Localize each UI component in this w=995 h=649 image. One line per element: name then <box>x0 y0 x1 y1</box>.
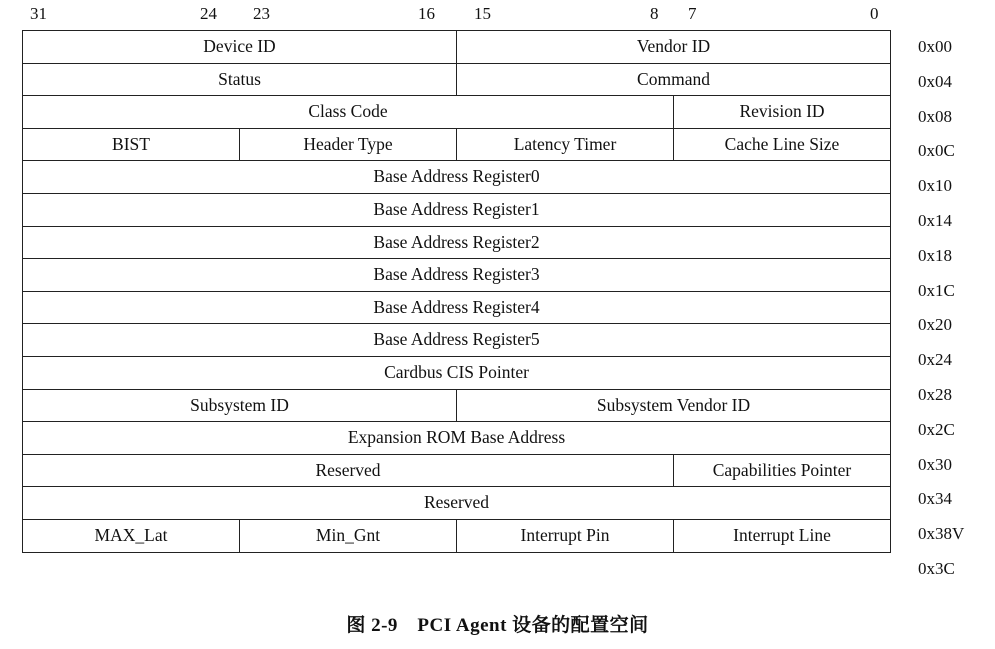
register-field: Base Address Register3 <box>23 259 891 292</box>
register-offset: 0x2C <box>918 419 955 439</box>
register-row <box>23 31 891 64</box>
register-field: Cardbus CIS Pointer <box>23 356 891 389</box>
register-field: Subsystem ID <box>23 389 457 422</box>
register-row <box>23 193 891 226</box>
register-field: Status <box>23 63 457 96</box>
register-field: Base Address Register2 <box>23 226 891 259</box>
register-offset: 0x0C <box>918 141 955 161</box>
register-field: Base Address Register0 <box>23 161 891 194</box>
register-field: Capabilities Pointer <box>674 454 891 487</box>
register-row <box>23 291 891 324</box>
register-offset: 0x14 <box>918 210 952 230</box>
register-row <box>23 356 891 389</box>
register-offset: 0x34 <box>918 489 952 509</box>
register-offset: 0x00 <box>918 37 952 56</box>
register-offset: 0x08 <box>918 106 952 126</box>
bit-label-15: 15 <box>474 4 491 23</box>
figure-caption: 图 2-9 PCI Agent 设备的配置空间 <box>346 615 649 636</box>
config-space-table <box>22 30 891 553</box>
register-field: Reserved <box>23 487 891 520</box>
register-row <box>23 161 891 194</box>
register-field: Cache Line Size <box>674 128 891 161</box>
bit-label-7: 7 <box>688 4 697 23</box>
register-row <box>23 422 891 455</box>
register-field: Reserved <box>23 454 674 487</box>
register-field: Class Code <box>23 96 674 129</box>
register-field: Command <box>457 63 891 96</box>
register-row <box>23 259 891 292</box>
register-field: Latency Timer <box>457 128 674 161</box>
register-field: Interrupt Pin <box>457 519 674 552</box>
register-field: Subsystem Vendor ID <box>457 389 891 422</box>
bit-label-24: 24 <box>200 4 217 23</box>
register-row <box>23 389 891 422</box>
register-field: Vendor ID <box>457 31 891 64</box>
register-field: Min_Gnt <box>240 519 457 552</box>
register-offset: 0x1C <box>918 280 955 300</box>
config-space-rows <box>23 31 891 553</box>
register-offset: 0x28 <box>918 384 952 404</box>
register-row <box>23 226 891 259</box>
bit-label-23: 23 <box>253 4 270 23</box>
register-offset: 0x38V <box>918 524 965 544</box>
register-field: Header Type <box>240 128 457 161</box>
register-offset: 0x20 <box>918 315 952 335</box>
bit-label-31: 31 <box>30 4 47 23</box>
register-field: Base Address Register4 <box>23 291 891 324</box>
register-offset: 0x3C <box>918 558 955 578</box>
register-field: Base Address Register1 <box>23 193 891 226</box>
register-row <box>23 487 891 520</box>
bit-label-8: 8 <box>650 4 659 23</box>
register-row <box>23 63 891 96</box>
register-field: BIST <box>23 128 240 161</box>
register-row <box>23 454 891 487</box>
register-field: Device ID <box>23 31 457 64</box>
bit-number-header <box>0 4 995 28</box>
register-offset: 0x10 <box>918 176 952 196</box>
register-field: MAX_Lat <box>23 519 240 552</box>
register-field: Expansion ROM Base Address <box>23 422 891 455</box>
register-field: Interrupt Line <box>674 519 891 552</box>
bit-label-16: 16 <box>418 4 435 23</box>
register-offset: 0x04 <box>918 71 952 91</box>
register-offset: 0x18 <box>918 245 952 265</box>
register-offset: 0x30 <box>918 454 952 474</box>
offset-column <box>906 30 995 587</box>
bit-label-0: 0 <box>870 4 879 23</box>
register-row <box>23 519 891 552</box>
register-row <box>23 128 891 161</box>
register-row <box>23 324 891 357</box>
register-row <box>23 96 891 129</box>
register-field: Revision ID <box>674 96 891 129</box>
register-offset: 0x24 <box>918 350 952 370</box>
register-field: Base Address Register5 <box>23 324 891 357</box>
